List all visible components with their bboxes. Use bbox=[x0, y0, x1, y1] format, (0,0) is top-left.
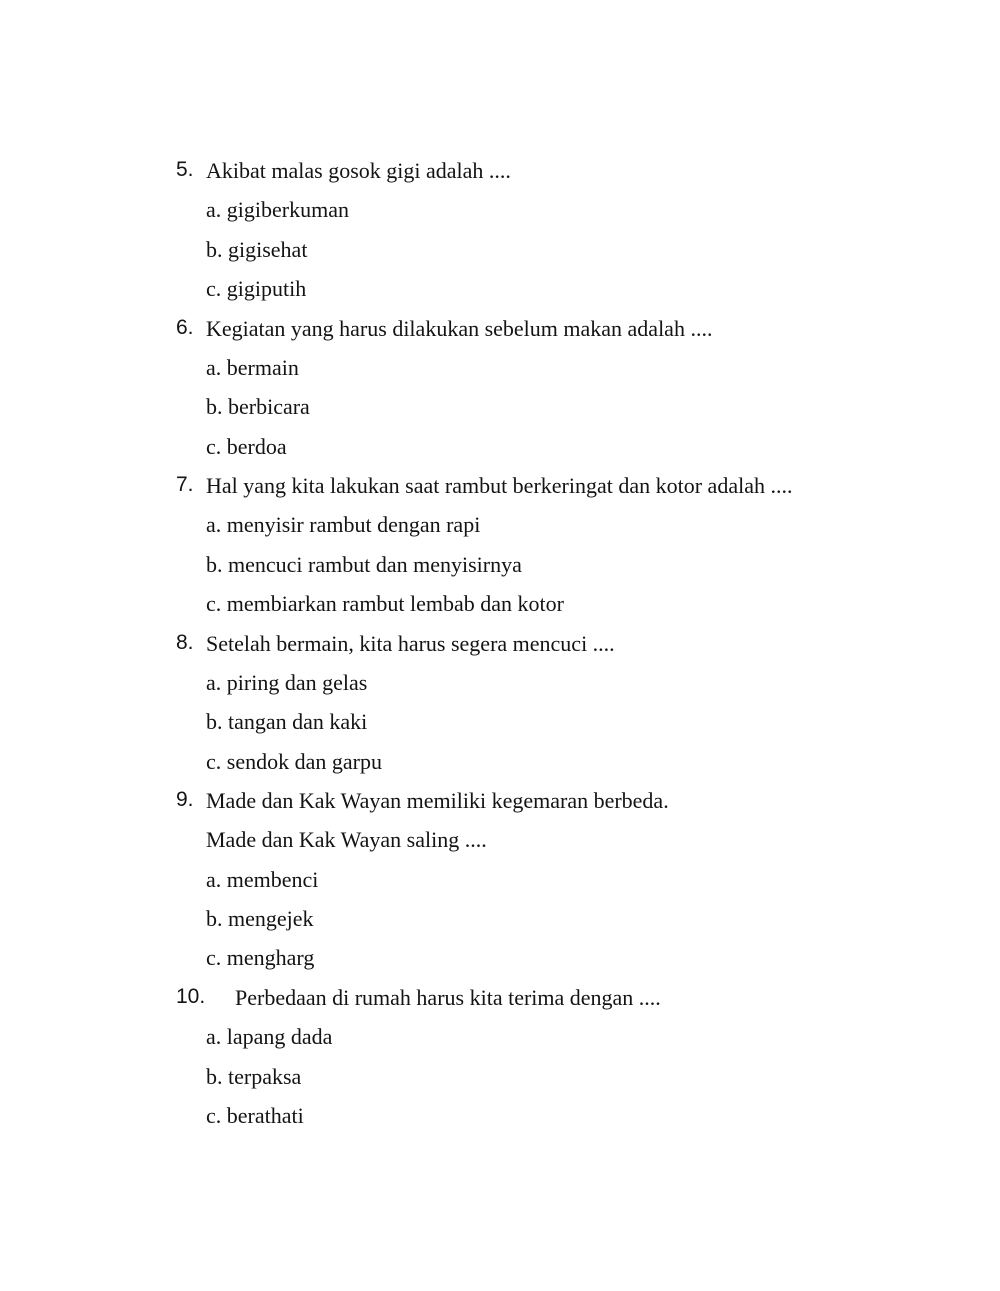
answer-option: b. mencuci rambut dan menyisirnya bbox=[206, 552, 522, 577]
answer-option: a. lapang dada bbox=[206, 1024, 333, 1049]
question-number: 7. bbox=[176, 473, 194, 496]
answer-option: c. berdoa bbox=[206, 434, 287, 459]
answer-option: c. berathati bbox=[206, 1103, 304, 1128]
answer-option: a. membenci bbox=[206, 867, 319, 892]
question-text: Hal yang kita lakukan saat rambut berkeringat dan kotor adalah .... bbox=[206, 473, 793, 498]
question-text: Perbedaan di rumah harus kita terima dengan .... bbox=[235, 985, 661, 1010]
question-text: Setelah bermain, kita harus segera mencuci .... bbox=[206, 631, 615, 656]
answer-option: a. bermain bbox=[206, 355, 299, 380]
answer-option: a. menyisir rambut dengan rapi bbox=[206, 512, 481, 537]
question-number: 9. bbox=[176, 788, 194, 811]
question-text: Kegiatan yang harus dilakukan sebelum makan adalah .... bbox=[206, 316, 713, 341]
answer-option: b. tangan dan kaki bbox=[206, 709, 368, 734]
answer-option: a. gigiberkuman bbox=[206, 197, 349, 222]
question-number: 5. bbox=[176, 158, 194, 181]
question-number: 6. bbox=[176, 316, 194, 339]
answer-option: b. gigisehat bbox=[206, 237, 308, 262]
answer-option: a. piring dan gelas bbox=[206, 670, 368, 695]
answer-option: b. berbicara bbox=[206, 394, 310, 419]
answer-option: c. membiarkan rambut lembab dan kotor bbox=[206, 591, 564, 616]
question-number: 8. bbox=[176, 631, 194, 654]
question-number: 10. bbox=[176, 985, 206, 1008]
question-text: Made dan Kak Wayan saling .... bbox=[206, 827, 487, 852]
answer-option: c. sendok dan garpu bbox=[206, 749, 382, 774]
question-text: Made dan Kak Wayan memiliki kegemaran berbeda. bbox=[206, 788, 669, 813]
answer-option: c. mengharg bbox=[206, 945, 315, 970]
answer-option: b. terpaksa bbox=[206, 1064, 302, 1089]
answer-option: b. mengejek bbox=[206, 906, 314, 931]
question-text: Akibat malas gosok gigi adalah .... bbox=[206, 158, 511, 183]
answer-option: c. gigiputih bbox=[206, 276, 307, 301]
